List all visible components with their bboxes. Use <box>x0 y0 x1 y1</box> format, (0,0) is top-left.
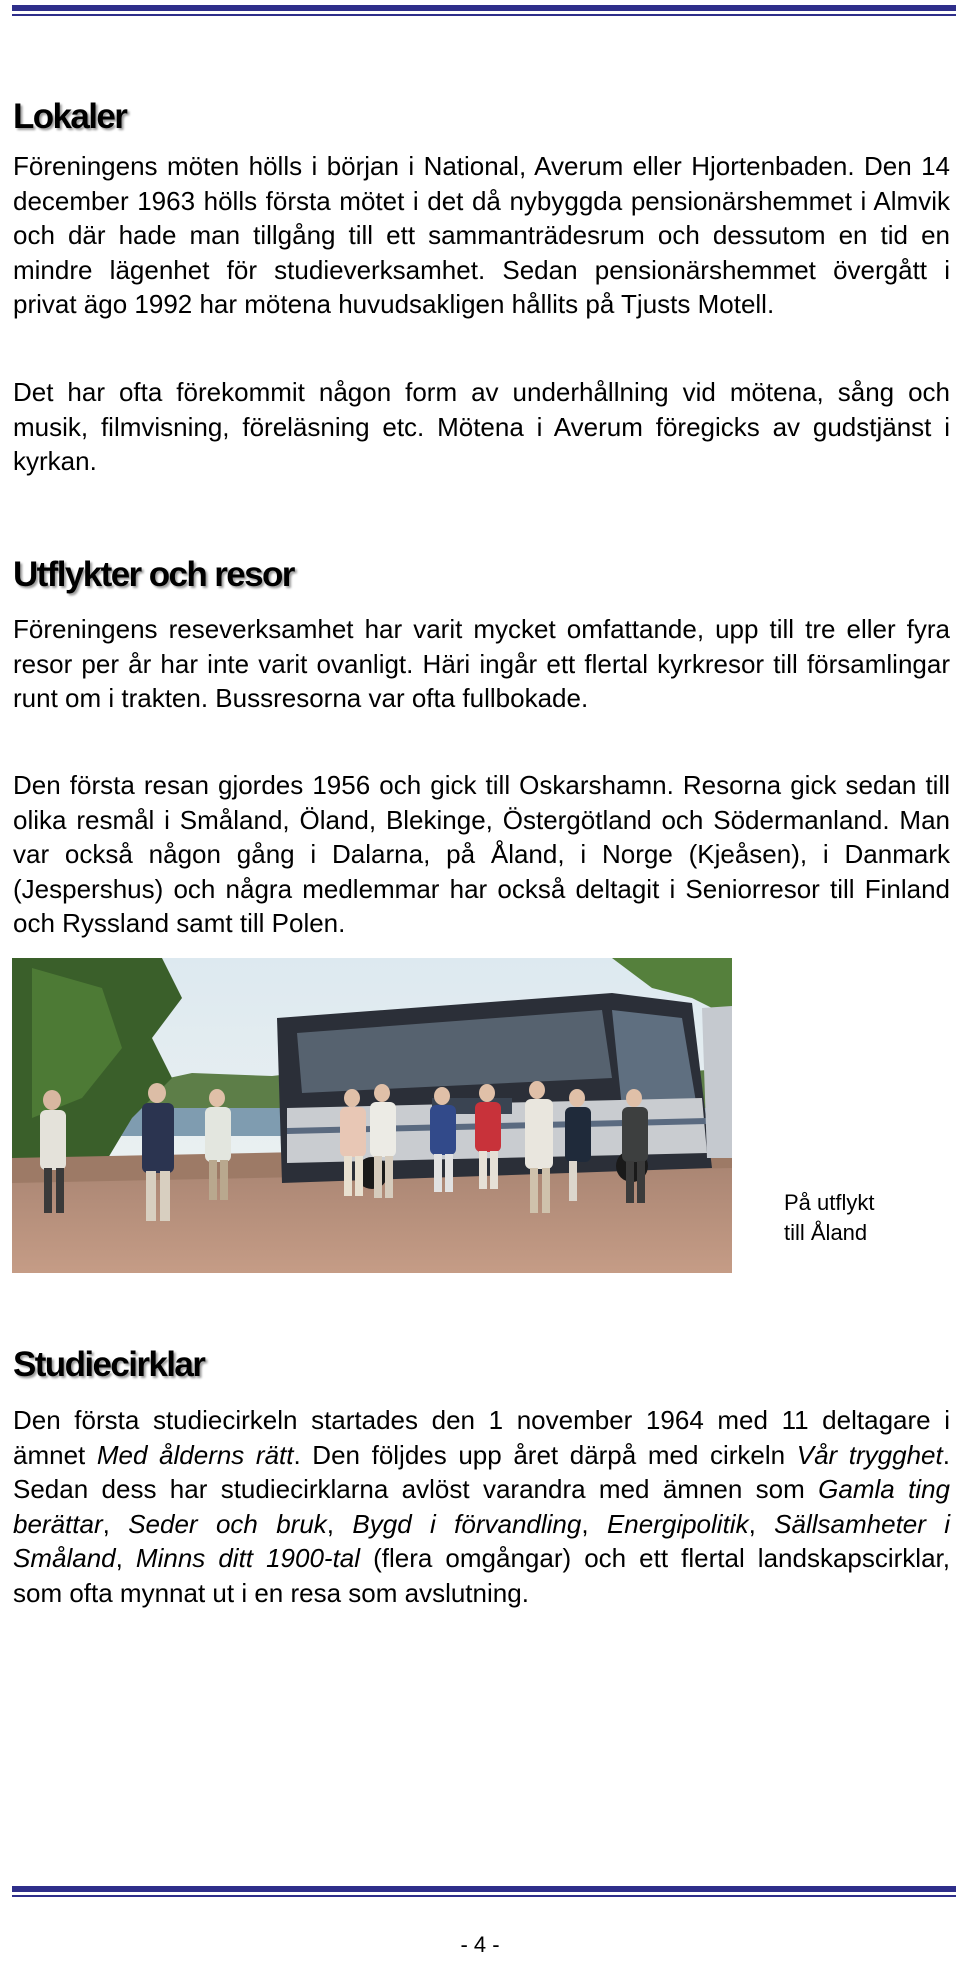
course-title: Seder och bruk <box>128 1508 327 1539</box>
photo-caption-line-1: På utflykt <box>784 1190 875 1215</box>
utflykter-paragraph-1: Föreningens reseverksamhet har varit mycket omfattande, upp till tre eller fyra resor per år har inte varit ovanligt. Häri ingår ett flertal kyrkresor till församlingar runt om i trakten. Bussresorna var ofta fullbokade. <box>13 614 950 714</box>
text-run: , <box>326 1508 353 1539</box>
lokaler-paragraph-2: Det har ofta förekommit någon form av underhållning vid mötena, sång och musik, filmvisning, föreläsning etc. Mötena i Averum föregicks av gudstjänst i kyrkan. <box>13 377 950 477</box>
lokaler-paragraph-1: Föreningens möten hölls i början i National, Averum eller Hjortenbaden. Den 14 december 1963 hölls första mötet i det då nybyggda pensionärshemmet i Almvik och där hade man tillgång till ett sammanträdesrum och dessutom en tid en mindre lägenhet för studieverksamhet. Sedan pensionärshemmet övergått i privat ägo 1992 har mötena huvudsakligen hållits på Tjusts Motell. <box>13 151 950 320</box>
text-run: , <box>748 1508 775 1539</box>
page-number: - 4 - <box>460 1932 500 1957</box>
text-run: (flera omgångar) och ett flertal landskapscirklar, som ofta mynnat ut i en resa som avslutning. <box>13 1543 950 1608</box>
top-rule <box>12 5 956 16</box>
text-run: , <box>102 1508 129 1539</box>
utflykter-paragraph-2: Den första resan gjordes 1956 och gick till Oskarshamn. Resorna gick sedan till olika resmål i Småland, Öland, Blekinge, Östergötland och Södermanland. Man var också någon gång i Dalarna, på Åland, i Norge (Kjeåsen), i Danmark (Jespershus) och några medlemmar har också deltagit i Seniorresor till Finland och Ryssland samt till Polen. <box>13 770 950 939</box>
course-title: Sällsamheter i Småland <box>13 1508 951 1574</box>
section-heading-utflykter: Utflykter och resor <box>13 555 294 594</box>
text-run: . Sedan dess har studiecirklarna avlöst varandra med ämnen som <box>13 1439 950 1505</box>
course-title: Minns ditt 1900-tal <box>135 1543 361 1574</box>
course-title: Gamla ting berättar <box>13 1474 950 1539</box>
text-run: , <box>581 1508 607 1539</box>
photo-caption <box>784 1188 874 1248</box>
text-run: . Den följdes upp året därpå med cirkeln <box>293 1439 797 1470</box>
course-title: Med ålderns rätt <box>96 1439 294 1470</box>
excursion-photo <box>12 958 732 1273</box>
text-run: Den första studiecirkeln startades den 1 november 1964 med 11 deltagare i ämnet <box>13 1405 950 1470</box>
course-title: Bygd i förvandling <box>352 1508 582 1539</box>
section-heading-studiecirklar: Studiecirklar <box>13 1345 205 1384</box>
bottom-rule <box>12 1886 956 1897</box>
studiecirklar-paragraph <box>13 1403 950 1611</box>
course-title: Vår trygghet <box>796 1439 943 1470</box>
photo-caption-line-2: till Åland <box>784 1220 868 1245</box>
section-heading-lokaler: Lokaler <box>13 97 127 136</box>
text-run: , <box>115 1543 136 1574</box>
course-title: Energipolitik <box>606 1508 749 1539</box>
